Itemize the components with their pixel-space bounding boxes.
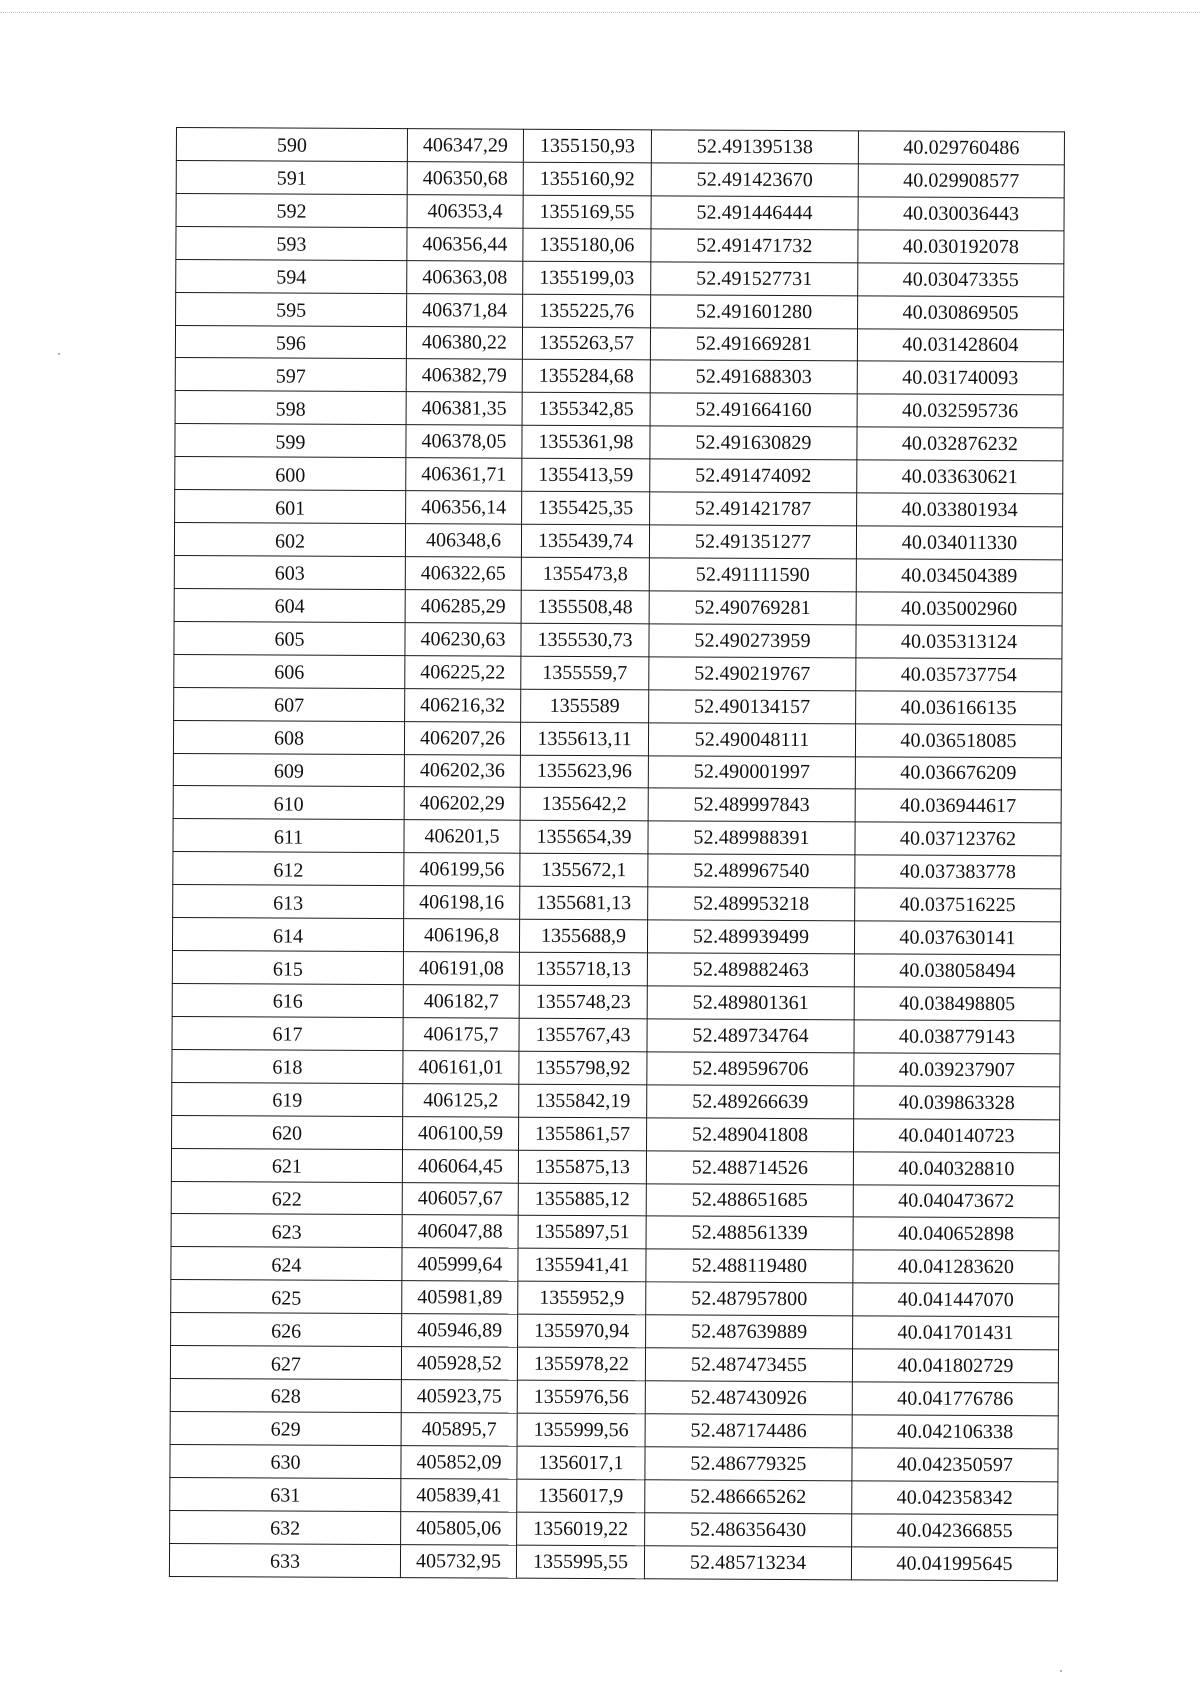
- y-coordinate-cell: 1355150,93: [523, 129, 651, 163]
- x-coordinate-cell: 406191,08: [403, 952, 519, 985]
- x-coordinate-cell: 406348,6: [405, 524, 521, 557]
- point-number-cell: 623: [171, 1214, 402, 1248]
- latitude-cell: 52.489939499: [647, 920, 854, 954]
- table-row: [174, 588, 1062, 625]
- latitude-cell: 52.489734764: [647, 1019, 854, 1053]
- longitude-cell: 40.041776786: [852, 1382, 1058, 1416]
- x-coordinate-cell: 406353,4: [407, 194, 523, 227]
- longitude-cell: 40.042106338: [852, 1415, 1058, 1449]
- latitude-cell: 52.490273959: [649, 624, 856, 658]
- longitude-cell: 40.030869505: [858, 295, 1064, 329]
- point-number-cell: 596: [175, 325, 406, 359]
- table-row: [170, 1379, 1058, 1416]
- longitude-cell: 40.035002960: [856, 592, 1062, 626]
- longitude-cell: 40.034011330: [856, 526, 1062, 560]
- table-row: [171, 1280, 1059, 1317]
- point-number-cell: 620: [172, 1115, 403, 1149]
- coordinates-table-container: [169, 127, 1064, 1581]
- latitude-cell: 52.490219767: [649, 657, 856, 691]
- latitude-cell: 52.489266639: [647, 1085, 854, 1119]
- table-row: [173, 753, 1061, 790]
- y-coordinate-cell: 1355225,76: [523, 294, 651, 328]
- y-coordinate-cell: 1355952,9: [518, 1281, 646, 1315]
- x-coordinate-cell: 406371,84: [407, 293, 523, 326]
- table-row: [176, 160, 1064, 197]
- point-number-cell: 629: [170, 1411, 401, 1445]
- longitude-cell: 40.038058494: [854, 954, 1060, 988]
- latitude-cell: 52.490048111: [648, 722, 855, 756]
- table-row: [174, 523, 1062, 560]
- latitude-cell: 52.491421787: [650, 492, 857, 526]
- longitude-cell: 40.039863328: [854, 1086, 1060, 1120]
- latitude-cell: 52.490134157: [649, 689, 856, 723]
- latitude-cell: 52.489967540: [648, 854, 855, 888]
- latitude-cell: 52.491423670: [651, 163, 858, 197]
- table-row: [173, 885, 1061, 922]
- longitude-cell: 40.041995645: [851, 1546, 1057, 1580]
- latitude-cell: 52.488561339: [646, 1216, 853, 1250]
- y-coordinate-cell: 1355999,56: [517, 1413, 645, 1447]
- point-number-cell: 613: [173, 885, 404, 919]
- y-coordinate-cell: 1355413,59: [522, 458, 650, 492]
- x-coordinate-cell: 406202,29: [404, 787, 520, 820]
- longitude-cell: 40.033801934: [857, 493, 1063, 527]
- table-row: [173, 852, 1061, 889]
- point-number-cell: 616: [172, 983, 403, 1017]
- longitude-cell: 40.041802729: [852, 1349, 1058, 1383]
- table-row: [169, 1543, 1057, 1581]
- point-number-cell: 604: [174, 588, 405, 622]
- latitude-cell: 52.490769281: [649, 591, 856, 625]
- latitude-cell: 52.491111590: [649, 558, 856, 592]
- latitude-cell: 52.487430926: [645, 1381, 852, 1415]
- x-coordinate-cell: 406182,7: [403, 985, 519, 1018]
- table-row: [170, 1444, 1058, 1481]
- x-coordinate-cell: 406047,88: [402, 1215, 518, 1248]
- table-row: [176, 226, 1064, 263]
- table-row: [172, 951, 1060, 988]
- x-coordinate-cell: 406198,16: [404, 886, 520, 919]
- table-row: [173, 720, 1061, 757]
- latitude-cell: 52.491664160: [650, 393, 857, 427]
- latitude-cell: 52.486356430: [645, 1513, 852, 1547]
- x-coordinate-cell: 406380,22: [406, 326, 522, 359]
- table-row: [172, 1082, 1060, 1119]
- point-number-cell: 606: [174, 654, 405, 688]
- y-coordinate-cell: 1355169,55: [523, 195, 651, 229]
- latitude-cell: 52.491601280: [651, 294, 858, 328]
- table-row: [176, 128, 1064, 165]
- table-row: [175, 391, 1063, 428]
- point-number-cell: 601: [175, 490, 406, 524]
- latitude-cell: 52.491474092: [650, 459, 857, 493]
- coordinates-table: [169, 127, 1065, 1581]
- table-row: [176, 259, 1064, 296]
- y-coordinate-cell: 1356017,9: [517, 1479, 645, 1513]
- point-number-cell: 621: [171, 1148, 402, 1182]
- x-coordinate-cell: 405732,95: [400, 1544, 516, 1578]
- y-coordinate-cell: 1355798,92: [519, 1051, 647, 1085]
- longitude-cell: 40.040473672: [853, 1184, 1059, 1218]
- point-number-cell: 605: [174, 621, 405, 655]
- y-coordinate-cell: 1355681,13: [520, 886, 648, 920]
- latitude-cell: 52.489041808: [647, 1117, 854, 1151]
- scan-speck: [1060, 1670, 1062, 1672]
- table-row: [171, 1148, 1059, 1185]
- y-coordinate-cell: 1355160,92: [523, 162, 651, 196]
- x-coordinate-cell: 405999,64: [402, 1248, 518, 1281]
- x-coordinate-cell: 406378,05: [406, 425, 522, 458]
- x-coordinate-cell: 406100,59: [403, 1116, 519, 1149]
- longitude-cell: 40.037516225: [855, 888, 1061, 922]
- table-row: [172, 1049, 1060, 1086]
- y-coordinate-cell: 1355688,9: [519, 919, 647, 953]
- y-coordinate-cell: 1355589: [521, 689, 649, 723]
- latitude-cell: 52.491471732: [651, 229, 858, 263]
- table-row: [172, 918, 1060, 955]
- table-row: [171, 1214, 1059, 1251]
- y-coordinate-cell: 1355885,12: [518, 1183, 646, 1217]
- longitude-cell: 40.031740093: [857, 361, 1063, 395]
- y-coordinate-cell: 1355970,94: [518, 1314, 646, 1348]
- x-coordinate-cell: 406161,01: [403, 1050, 519, 1083]
- y-coordinate-cell: 1355508,48: [521, 590, 649, 624]
- x-coordinate-cell: 405946,89: [402, 1314, 518, 1347]
- y-coordinate-cell: 1355897,51: [518, 1216, 646, 1250]
- longitude-cell: 40.034504389: [856, 559, 1062, 593]
- latitude-cell: 52.491395138: [651, 130, 858, 164]
- point-number-cell: 632: [170, 1510, 401, 1544]
- x-coordinate-cell: 406381,35: [406, 392, 522, 425]
- longitude-cell: 40.032876232: [857, 427, 1063, 461]
- x-coordinate-cell: 405805,06: [401, 1511, 517, 1544]
- y-coordinate-cell: 1355978,22: [517, 1347, 645, 1381]
- point-number-cell: 592: [176, 193, 407, 227]
- point-number-cell: 628: [170, 1379, 401, 1413]
- y-coordinate-cell: 1356017,1: [517, 1446, 645, 1480]
- y-coordinate-cell: 1355180,06: [523, 228, 651, 262]
- y-coordinate-cell: 1355613,11: [520, 722, 648, 756]
- y-coordinate-cell: 1355976,56: [517, 1380, 645, 1414]
- table-row: [174, 621, 1062, 658]
- longitude-cell: 40.030192078: [858, 230, 1064, 264]
- table-row: [174, 555, 1062, 592]
- x-coordinate-cell: 406199,56: [404, 853, 520, 886]
- longitude-cell: 40.042350597: [852, 1448, 1058, 1482]
- latitude-cell: 52.487639889: [646, 1315, 853, 1349]
- x-coordinate-cell: 406322,65: [405, 557, 521, 590]
- longitude-cell: 40.029760486: [858, 131, 1064, 165]
- point-number-cell: 591: [176, 160, 407, 194]
- point-number-cell: 633: [169, 1543, 400, 1577]
- x-coordinate-cell: 406196,8: [403, 919, 519, 952]
- point-number-cell: 598: [175, 391, 406, 425]
- point-number-cell: 611: [173, 819, 404, 853]
- longitude-cell: 40.030473355: [858, 263, 1064, 297]
- table-row: [175, 358, 1063, 395]
- y-coordinate-cell: 1355439,74: [521, 524, 649, 558]
- x-coordinate-cell: 406361,71: [406, 458, 522, 491]
- longitude-cell: 40.042366855: [852, 1514, 1058, 1548]
- table-row: [171, 1313, 1059, 1350]
- x-coordinate-cell: 405923,75: [401, 1380, 517, 1413]
- table-row: [170, 1477, 1058, 1514]
- latitude-cell: 52.490001997: [648, 755, 855, 789]
- y-coordinate-cell: 1355623,96: [520, 755, 648, 789]
- x-coordinate-cell: 405895,7: [401, 1413, 517, 1446]
- y-coordinate-cell: 1355642,2: [520, 788, 648, 822]
- x-coordinate-cell: 406356,14: [406, 491, 522, 524]
- table-row: [176, 193, 1064, 230]
- point-number-cell: 631: [170, 1477, 401, 1511]
- latitude-cell: 52.487957800: [646, 1282, 853, 1316]
- point-number-cell: 602: [174, 523, 405, 557]
- table-row: [172, 1016, 1060, 1053]
- point-number-cell: 619: [172, 1082, 403, 1116]
- latitude-cell: 52.491351277: [649, 525, 856, 559]
- longitude-cell: 40.035313124: [856, 625, 1062, 659]
- y-coordinate-cell: 1355284,68: [522, 360, 650, 394]
- scan-speck: [58, 353, 60, 355]
- point-number-cell: 593: [176, 226, 407, 260]
- latitude-cell: 52.485713234: [644, 1545, 851, 1579]
- y-coordinate-cell: 1355263,57: [522, 327, 650, 361]
- x-coordinate-cell: 405981,89: [402, 1281, 518, 1314]
- point-number-cell: 594: [176, 259, 407, 293]
- longitude-cell: 40.041701431: [853, 1316, 1059, 1350]
- point-number-cell: 630: [170, 1444, 401, 1478]
- y-coordinate-cell: 1355941,41: [518, 1249, 646, 1283]
- latitude-cell: 52.486665262: [645, 1480, 852, 1514]
- longitude-cell: 40.038498805: [854, 987, 1060, 1021]
- point-number-cell: 625: [171, 1280, 402, 1314]
- table-row: [171, 1247, 1059, 1284]
- latitude-cell: 52.487473455: [645, 1348, 852, 1382]
- longitude-cell: 40.040328810: [853, 1151, 1059, 1185]
- x-coordinate-cell: 406230,63: [405, 622, 521, 655]
- table-row: [175, 424, 1063, 461]
- longitude-cell: 40.040652898: [853, 1217, 1059, 1251]
- x-coordinate-cell: 406216,32: [405, 688, 521, 721]
- x-coordinate-cell: 406356,44: [407, 227, 523, 260]
- longitude-cell: 40.029908577: [858, 164, 1064, 198]
- latitude-cell: 52.489988391: [648, 821, 855, 855]
- x-coordinate-cell: 406347,29: [407, 129, 523, 162]
- latitude-cell: 52.486779325: [645, 1447, 852, 1481]
- y-coordinate-cell: 1355842,19: [519, 1084, 647, 1118]
- y-coordinate-cell: 1355559,7: [521, 656, 649, 690]
- y-coordinate-cell: 1355199,03: [523, 261, 651, 295]
- longitude-cell: 40.037630141: [854, 921, 1060, 955]
- table-row: [172, 983, 1060, 1020]
- point-number-cell: 618: [172, 1049, 403, 1083]
- y-coordinate-cell: 1355342,85: [522, 393, 650, 427]
- x-coordinate-cell: 406202,36: [404, 754, 520, 787]
- table-row: [175, 490, 1063, 527]
- table-row: [175, 325, 1063, 362]
- y-coordinate-cell: 1355654,39: [520, 821, 648, 855]
- x-coordinate-cell: 406201,5: [404, 820, 520, 853]
- longitude-cell: 40.037383778: [855, 855, 1061, 889]
- table-row: [170, 1510, 1058, 1547]
- point-number-cell: 603: [174, 555, 405, 589]
- point-number-cell: 614: [172, 918, 403, 952]
- longitude-cell: 40.040140723: [854, 1118, 1060, 1152]
- latitude-cell: 52.491688303: [650, 360, 857, 394]
- latitude-cell: 52.489801361: [647, 986, 854, 1020]
- y-coordinate-cell: 1355995,55: [516, 1545, 644, 1579]
- y-coordinate-cell: 1355672,1: [520, 853, 648, 887]
- longitude-cell: 40.035737754: [856, 658, 1062, 692]
- point-number-cell: 612: [173, 852, 404, 886]
- point-number-cell: 615: [172, 951, 403, 985]
- longitude-cell: 40.031428604: [857, 328, 1063, 362]
- table-row: [174, 654, 1062, 691]
- table-row: [173, 819, 1061, 856]
- longitude-cell: 40.037123762: [855, 822, 1061, 856]
- longitude-cell: 40.041447070: [853, 1283, 1059, 1317]
- latitude-cell: 52.491630829: [650, 426, 857, 460]
- point-number-cell: 590: [176, 128, 407, 162]
- point-number-cell: 622: [171, 1181, 402, 1215]
- y-coordinate-cell: 1355861,57: [519, 1117, 647, 1151]
- table-row: [174, 687, 1062, 724]
- longitude-cell: 40.030036443: [858, 197, 1064, 231]
- point-number-cell: 597: [175, 358, 406, 392]
- latitude-cell: 52.488714526: [646, 1150, 853, 1184]
- longitude-cell: 40.036166135: [856, 691, 1062, 725]
- latitude-cell: 52.491669281: [650, 327, 857, 361]
- longitude-cell: 40.032595736: [857, 394, 1063, 428]
- coordinates-table-body: [169, 128, 1064, 1581]
- longitude-cell: 40.041283620: [853, 1250, 1059, 1284]
- longitude-cell: 40.033630621: [857, 460, 1063, 494]
- longitude-cell: 40.038779143: [854, 1020, 1060, 1054]
- point-number-cell: 626: [171, 1313, 402, 1347]
- x-coordinate-cell: 405928,52: [401, 1347, 517, 1380]
- x-coordinate-cell: 405852,09: [401, 1445, 517, 1478]
- y-coordinate-cell: 1355767,43: [519, 1018, 647, 1052]
- table-row: [172, 1115, 1060, 1152]
- x-coordinate-cell: 406207,26: [404, 721, 520, 754]
- longitude-cell: 40.042358342: [852, 1481, 1058, 1515]
- point-number-cell: 627: [170, 1346, 401, 1380]
- latitude-cell: 52.489882463: [647, 953, 854, 987]
- point-number-cell: 600: [175, 457, 406, 491]
- point-number-cell: 608: [173, 720, 404, 754]
- x-coordinate-cell: 406225,22: [405, 655, 521, 688]
- x-coordinate-cell: 406382,79: [406, 359, 522, 392]
- latitude-cell: 52.491527731: [651, 262, 858, 296]
- table-row: [175, 457, 1063, 494]
- point-number-cell: 607: [174, 687, 405, 721]
- latitude-cell: 52.488119480: [646, 1249, 853, 1283]
- y-coordinate-cell: 1355425,35: [522, 491, 650, 525]
- latitude-cell: 52.489997843: [648, 788, 855, 822]
- point-number-cell: 595: [176, 292, 407, 326]
- point-number-cell: 609: [173, 753, 404, 787]
- longitude-cell: 40.036518085: [855, 723, 1061, 757]
- x-coordinate-cell: 406057,67: [402, 1182, 518, 1215]
- y-coordinate-cell: 1355875,13: [518, 1150, 646, 1184]
- point-number-cell: 610: [173, 786, 404, 820]
- y-coordinate-cell: 1355718,13: [519, 952, 647, 986]
- longitude-cell: 40.036676209: [855, 756, 1061, 790]
- x-coordinate-cell: 406125,2: [403, 1083, 519, 1116]
- x-coordinate-cell: 406285,29: [405, 590, 521, 623]
- latitude-cell: 52.488651685: [646, 1183, 853, 1217]
- y-coordinate-cell: 1355361,98: [522, 425, 650, 459]
- longitude-cell: 40.036944617: [855, 789, 1061, 823]
- table-row: [176, 292, 1064, 329]
- y-coordinate-cell: 1355748,23: [519, 985, 647, 1019]
- y-coordinate-cell: 1355530,73: [521, 623, 649, 657]
- table-row: [170, 1411, 1058, 1448]
- latitude-cell: 52.489953218: [648, 887, 855, 921]
- table-row: [170, 1346, 1058, 1383]
- x-coordinate-cell: 406175,7: [403, 1018, 519, 1051]
- x-coordinate-cell: 406350,68: [407, 162, 523, 195]
- latitude-cell: 52.489596706: [647, 1052, 854, 1086]
- y-coordinate-cell: 1355473,8: [521, 557, 649, 591]
- point-number-cell: 617: [172, 1016, 403, 1050]
- point-number-cell: 599: [175, 424, 406, 458]
- latitude-cell: 52.487174486: [645, 1414, 852, 1448]
- x-coordinate-cell: 406363,08: [407, 260, 523, 293]
- x-coordinate-cell: 405839,41: [401, 1478, 517, 1511]
- table-row: [173, 786, 1061, 823]
- table-row: [171, 1181, 1059, 1218]
- scan-top-edge: [0, 12, 1200, 13]
- point-number-cell: 624: [171, 1247, 402, 1281]
- x-coordinate-cell: 406064,45: [402, 1149, 518, 1182]
- longitude-cell: 40.039237907: [854, 1053, 1060, 1087]
- y-coordinate-cell: 1356019,22: [517, 1512, 645, 1546]
- latitude-cell: 52.491446444: [651, 196, 858, 230]
